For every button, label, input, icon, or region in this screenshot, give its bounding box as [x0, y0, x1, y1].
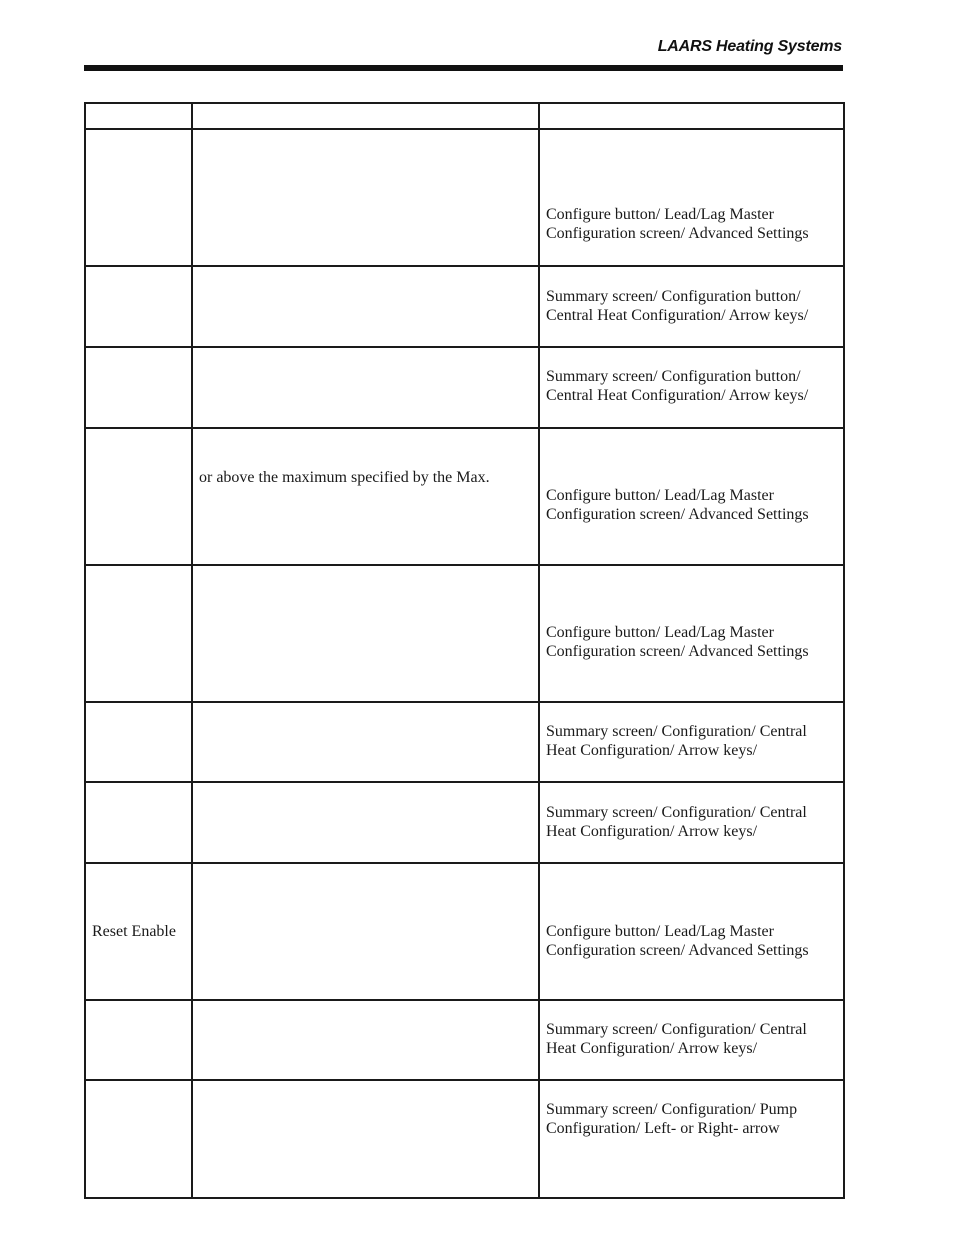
location-text: Summary screen/ Configuration/ Central Heat Configuration/ Arrow keys/ — [546, 804, 807, 840]
cell-parameter — [85, 863, 192, 1000]
table-row — [85, 428, 844, 565]
cell-description — [192, 266, 539, 347]
header-row — [85, 103, 844, 129]
table-row — [85, 1080, 844, 1198]
cell-location — [539, 129, 844, 266]
cell-parameter — [85, 266, 192, 347]
cell-parameter — [85, 428, 192, 565]
cell-location — [539, 565, 844, 702]
header-cell — [85, 103, 192, 129]
table-row — [85, 702, 844, 782]
table-row — [85, 863, 844, 1000]
cell-description — [192, 702, 539, 782]
cell-description — [192, 863, 539, 1000]
header-rule — [84, 65, 843, 71]
cell-description — [192, 347, 539, 428]
cell-parameter — [85, 782, 192, 863]
cell-description — [192, 1000, 539, 1080]
cell-location — [539, 1080, 844, 1198]
table-row — [85, 347, 844, 428]
cell-location — [539, 1000, 844, 1080]
table-row — [85, 782, 844, 863]
parameter-text: Reset Enable — [92, 923, 176, 940]
cell-parameter — [85, 1080, 192, 1198]
location-text: Configure button/ Lead/Lag Master Configuration screen/ Advanced Settings — [546, 923, 809, 959]
cell-location — [539, 347, 844, 428]
cell-location — [539, 782, 844, 863]
location-text: Summary screen/ Configuration/ Central Heat Configuration/ Arrow keys/ — [546, 1021, 807, 1057]
location-text: Summary screen/ Configuration button/ Central Heat Configuration/ Arrow keys/ — [546, 288, 809, 324]
location-text: Configure button/ Lead/Lag Master Configuration screen/ Advanced Settings — [546, 624, 809, 660]
cell-description — [192, 428, 539, 565]
cell-parameter — [85, 1000, 192, 1080]
location-text: Configure button/ Lead/Lag Master Configuration screen/ Advanced Settings — [546, 487, 809, 523]
cell-location — [539, 702, 844, 782]
location-text: Summary screen/ Configuration/ Pump Configuration/ Left- or Right- arrow — [546, 1101, 798, 1137]
cell-description — [192, 565, 539, 702]
cell-location — [539, 266, 844, 347]
cell-parameter — [85, 347, 192, 428]
settings-table — [84, 102, 845, 1199]
description-text: or above the maximum specified by the Max. — [199, 469, 490, 486]
table-row — [85, 565, 844, 702]
cell-location — [539, 428, 844, 565]
cell-parameter — [85, 129, 192, 266]
cell-parameter — [85, 565, 192, 702]
cell-location — [539, 863, 844, 1000]
cell-description — [192, 1080, 539, 1198]
brand-title: LAARS Heating Systems — [657, 38, 842, 55]
location-text: Summary screen/ Configuration button/ Central Heat Configuration/ Arrow keys/ — [546, 368, 809, 404]
location-text: Configure button/ Lead/Lag Master Configuration screen/ Advanced Settings — [546, 206, 809, 242]
cell-parameter — [85, 702, 192, 782]
table-row — [85, 1000, 844, 1080]
header-cell — [539, 103, 844, 129]
header-cell — [192, 103, 539, 129]
location-text: Summary screen/ Configuration/ Central Heat Configuration/ Arrow keys/ — [546, 723, 807, 759]
table-row — [85, 129, 844, 266]
cell-description — [192, 129, 539, 266]
cell-description — [192, 782, 539, 863]
table-row — [85, 266, 844, 347]
